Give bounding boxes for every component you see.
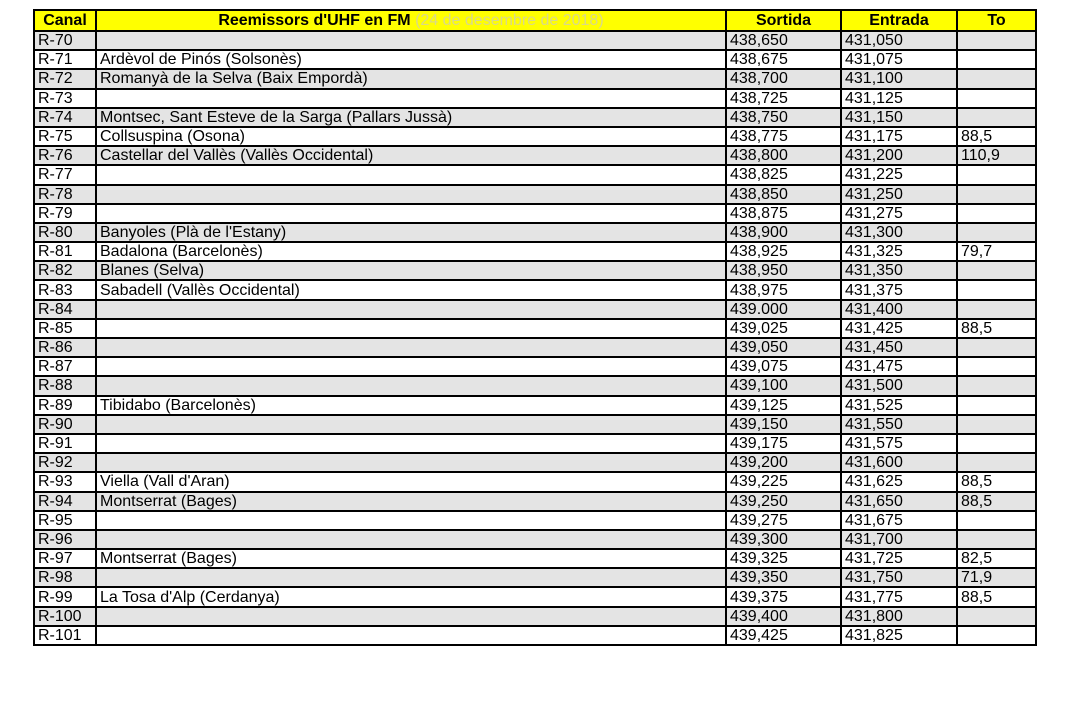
table-row	[34, 472, 1036, 491]
table-row	[34, 607, 1036, 626]
cell-entrada: 431,300	[841, 223, 957, 242]
cell-to	[957, 204, 1036, 223]
cell-to: 71,9	[957, 568, 1036, 587]
cell-location: Collsuspina (Osona)	[96, 127, 726, 146]
cell-location	[96, 530, 726, 549]
cell-entrada: 431,350	[841, 261, 957, 280]
table-row	[34, 549, 1036, 568]
table-row	[34, 357, 1036, 376]
cell-entrada: 431,550	[841, 415, 957, 434]
cell-location	[96, 511, 726, 530]
cell-location: La Tosa d'Alp (Cerdanya)	[96, 587, 726, 606]
cell-sortida: 438,700	[726, 69, 841, 88]
cell-entrada: 431,725	[841, 549, 957, 568]
cell-canal: R-96	[34, 530, 96, 549]
cell-to	[957, 453, 1036, 472]
cell-to	[957, 89, 1036, 108]
cell-canal: R-90	[34, 415, 96, 434]
cell-entrada: 431,200	[841, 146, 957, 165]
cell-to	[957, 376, 1036, 395]
cell-entrada: 431,100	[841, 69, 957, 88]
cell-entrada: 431,500	[841, 376, 957, 395]
table-row	[34, 587, 1036, 606]
table-row	[34, 69, 1036, 88]
cell-to: 88,5	[957, 127, 1036, 146]
cell-canal: R-75	[34, 127, 96, 146]
cell-sortida: 439,425	[726, 626, 841, 645]
table-row	[34, 396, 1036, 415]
cell-location	[96, 165, 726, 184]
header-title-cell	[96, 10, 726, 31]
cell-sortida: 439,100	[726, 376, 841, 395]
cell-canal: R-99	[34, 587, 96, 606]
cell-to	[957, 607, 1036, 626]
cell-to	[957, 50, 1036, 69]
cell-canal: R-98	[34, 568, 96, 587]
cell-sortida: 438,925	[726, 242, 841, 261]
cell-to: 88,5	[957, 587, 1036, 606]
cell-to	[957, 626, 1036, 645]
cell-entrada: 431,325	[841, 242, 957, 261]
cell-to	[957, 69, 1036, 88]
table-row	[34, 50, 1036, 69]
cell-canal: R-97	[34, 549, 96, 568]
cell-entrada: 431,125	[841, 89, 957, 108]
cell-sortida: 439,025	[726, 319, 841, 338]
cell-canal: R-88	[34, 376, 96, 395]
cell-sortida: 438,725	[726, 89, 841, 108]
cell-entrada: 431,175	[841, 127, 957, 146]
cell-to: 88,5	[957, 492, 1036, 511]
table-row	[34, 146, 1036, 165]
cell-location	[96, 204, 726, 223]
table-row	[34, 453, 1036, 472]
cell-entrada: 431,675	[841, 511, 957, 530]
table-row	[34, 415, 1036, 434]
cell-entrada: 431,700	[841, 530, 957, 549]
cell-canal: R-73	[34, 89, 96, 108]
cell-to	[957, 511, 1036, 530]
cell-entrada: 431,825	[841, 626, 957, 645]
cell-sortida: 439,125	[726, 396, 841, 415]
cell-sortida: 438,975	[726, 280, 841, 299]
cell-to: 79,7	[957, 242, 1036, 261]
cell-location	[96, 89, 726, 108]
cell-to	[957, 261, 1036, 280]
cell-to: 110,9	[957, 146, 1036, 165]
table-row	[34, 223, 1036, 242]
cell-sortida: 438,875	[726, 204, 841, 223]
cell-to	[957, 31, 1036, 50]
table-row	[34, 242, 1036, 261]
cell-canal: R-85	[34, 319, 96, 338]
table-row	[34, 626, 1036, 645]
table-row	[34, 568, 1036, 587]
table-row	[34, 511, 1036, 530]
cell-canal: R-92	[34, 453, 96, 472]
table-row	[34, 492, 1036, 511]
cell-entrada: 431,425	[841, 319, 957, 338]
header-to: To	[957, 10, 1036, 31]
cell-location	[96, 300, 726, 319]
cell-canal: R-82	[34, 261, 96, 280]
cell-sortida: 439,150	[726, 415, 841, 434]
header-canal: Canal	[34, 10, 96, 31]
cell-location	[96, 607, 726, 626]
cell-sortida: 438,800	[726, 146, 841, 165]
cell-sortida: 439,300	[726, 530, 841, 549]
cell-canal: R-71	[34, 50, 96, 69]
header-entrada: Entrada	[841, 10, 957, 31]
table-row	[34, 261, 1036, 280]
cell-sortida: 439,325	[726, 549, 841, 568]
table-row	[34, 127, 1036, 146]
cell-location	[96, 626, 726, 645]
cell-to: 88,5	[957, 472, 1036, 491]
cell-entrada: 431,575	[841, 434, 957, 453]
table-row	[34, 108, 1036, 127]
cell-location	[96, 31, 726, 50]
cell-location: Montserrat (Bages)	[96, 549, 726, 568]
cell-to	[957, 530, 1036, 549]
cell-location	[96, 376, 726, 395]
cell-canal: R-72	[34, 69, 96, 88]
cell-entrada: 431,400	[841, 300, 957, 319]
header-title: Reemissors d'UHF en FM	[218, 12, 411, 29]
cell-to	[957, 338, 1036, 357]
cell-canal: R-86	[34, 338, 96, 357]
cell-entrada: 431,800	[841, 607, 957, 626]
table-row	[34, 319, 1036, 338]
cell-sortida: 439,050	[726, 338, 841, 357]
cell-entrada: 431,625	[841, 472, 957, 491]
cell-sortida: 439,075	[726, 357, 841, 376]
cell-location: Tibidabo (Barcelonès)	[96, 396, 726, 415]
cell-canal: R-89	[34, 396, 96, 415]
cell-location	[96, 357, 726, 376]
cell-entrada: 431,150	[841, 108, 957, 127]
cell-canal: R-80	[34, 223, 96, 242]
cell-sortida: 438,950	[726, 261, 841, 280]
cell-canal: R-87	[34, 357, 96, 376]
cell-entrada: 431,375	[841, 280, 957, 299]
cell-canal: R-79	[34, 204, 96, 223]
cell-sortida: 439,225	[726, 472, 841, 491]
cell-canal: R-77	[34, 165, 96, 184]
cell-to	[957, 108, 1036, 127]
cell-canal: R-84	[34, 300, 96, 319]
table-row	[34, 89, 1036, 108]
cell-sortida: 439,400	[726, 607, 841, 626]
cell-location	[96, 319, 726, 338]
cell-to	[957, 396, 1036, 415]
cell-entrada: 431,050	[841, 31, 957, 50]
cell-to	[957, 185, 1036, 204]
cell-entrada: 431,525	[841, 396, 957, 415]
header-date: (24 de desembre de 2018)	[415, 12, 604, 29]
cell-entrada: 431,075	[841, 50, 957, 69]
cell-sortida: 438,750	[726, 108, 841, 127]
cell-to	[957, 165, 1036, 184]
table-row	[34, 530, 1036, 549]
cell-sortida: 439,275	[726, 511, 841, 530]
cell-canal: R-101	[34, 626, 96, 645]
table-row	[34, 338, 1036, 357]
cell-location: Montsec, Sant Esteve de la Sarga (Pallars Jussà)	[96, 108, 726, 127]
cell-entrada: 431,250	[841, 185, 957, 204]
cell-sortida: 439.000	[726, 300, 841, 319]
cell-location: Blanes (Selva)	[96, 261, 726, 280]
cell-to	[957, 357, 1036, 376]
header-row	[34, 10, 1036, 31]
cell-sortida: 438,675	[726, 50, 841, 69]
cell-location	[96, 338, 726, 357]
cell-entrada: 431,650	[841, 492, 957, 511]
cell-to: 88,5	[957, 319, 1036, 338]
cell-canal: R-91	[34, 434, 96, 453]
table-row	[34, 434, 1036, 453]
cell-canal: R-83	[34, 280, 96, 299]
cell-location: Sabadell (Vallès Occidental)	[96, 280, 726, 299]
cell-location: Banyoles (Plà de l'Estany)	[96, 223, 726, 242]
cell-sortida: 439,250	[726, 492, 841, 511]
header-sortida: Sortida	[726, 10, 841, 31]
cell-sortida: 439,175	[726, 434, 841, 453]
table-body	[34, 31, 1036, 645]
table-row	[34, 185, 1036, 204]
cell-to: 82,5	[957, 549, 1036, 568]
cell-canal: R-78	[34, 185, 96, 204]
cell-canal: R-81	[34, 242, 96, 261]
table-row	[34, 204, 1036, 223]
cell-location: Badalona (Barcelonès)	[96, 242, 726, 261]
cell-location	[96, 185, 726, 204]
cell-entrada: 431,275	[841, 204, 957, 223]
cell-location: Viella (Vall d'Aran)	[96, 472, 726, 491]
cell-location: Montserrat (Bages)	[96, 492, 726, 511]
cell-canal: R-95	[34, 511, 96, 530]
cell-canal: R-70	[34, 31, 96, 50]
cell-location	[96, 434, 726, 453]
table-row	[34, 280, 1036, 299]
cell-location: Romanyà de la Selva (Baix Empordà)	[96, 69, 726, 88]
cell-entrada: 431,600	[841, 453, 957, 472]
cell-canal: R-74	[34, 108, 96, 127]
cell-to	[957, 280, 1036, 299]
cell-location	[96, 453, 726, 472]
cell-canal: R-100	[34, 607, 96, 626]
cell-sortida: 438,900	[726, 223, 841, 242]
cell-location	[96, 415, 726, 434]
cell-canal: R-93	[34, 472, 96, 491]
cell-location: Ardèvol de Pinós (Solsonès)	[96, 50, 726, 69]
cell-sortida: 439,375	[726, 587, 841, 606]
table-row	[34, 31, 1036, 50]
cell-to	[957, 223, 1036, 242]
cell-entrada: 431,750	[841, 568, 957, 587]
table-row	[34, 376, 1036, 395]
cell-entrada: 431,775	[841, 587, 957, 606]
cell-to	[957, 434, 1036, 453]
cell-sortida: 439,200	[726, 453, 841, 472]
cell-canal: R-94	[34, 492, 96, 511]
cell-entrada: 431,225	[841, 165, 957, 184]
cell-canal: R-76	[34, 146, 96, 165]
cell-location: Castellar del Vallès (Vallès Occidental)	[96, 146, 726, 165]
cell-to	[957, 300, 1036, 319]
cell-to	[957, 415, 1036, 434]
cell-sortida: 439,350	[726, 568, 841, 587]
cell-sortida: 438,850	[726, 185, 841, 204]
repeater-table	[33, 9, 1037, 646]
cell-sortida: 438,825	[726, 165, 841, 184]
cell-sortida: 438,775	[726, 127, 841, 146]
cell-entrada: 431,450	[841, 338, 957, 357]
table-row	[34, 300, 1036, 319]
table-row	[34, 165, 1036, 184]
cell-location	[96, 568, 726, 587]
cell-entrada: 431,475	[841, 357, 957, 376]
cell-sortida: 438,650	[726, 31, 841, 50]
